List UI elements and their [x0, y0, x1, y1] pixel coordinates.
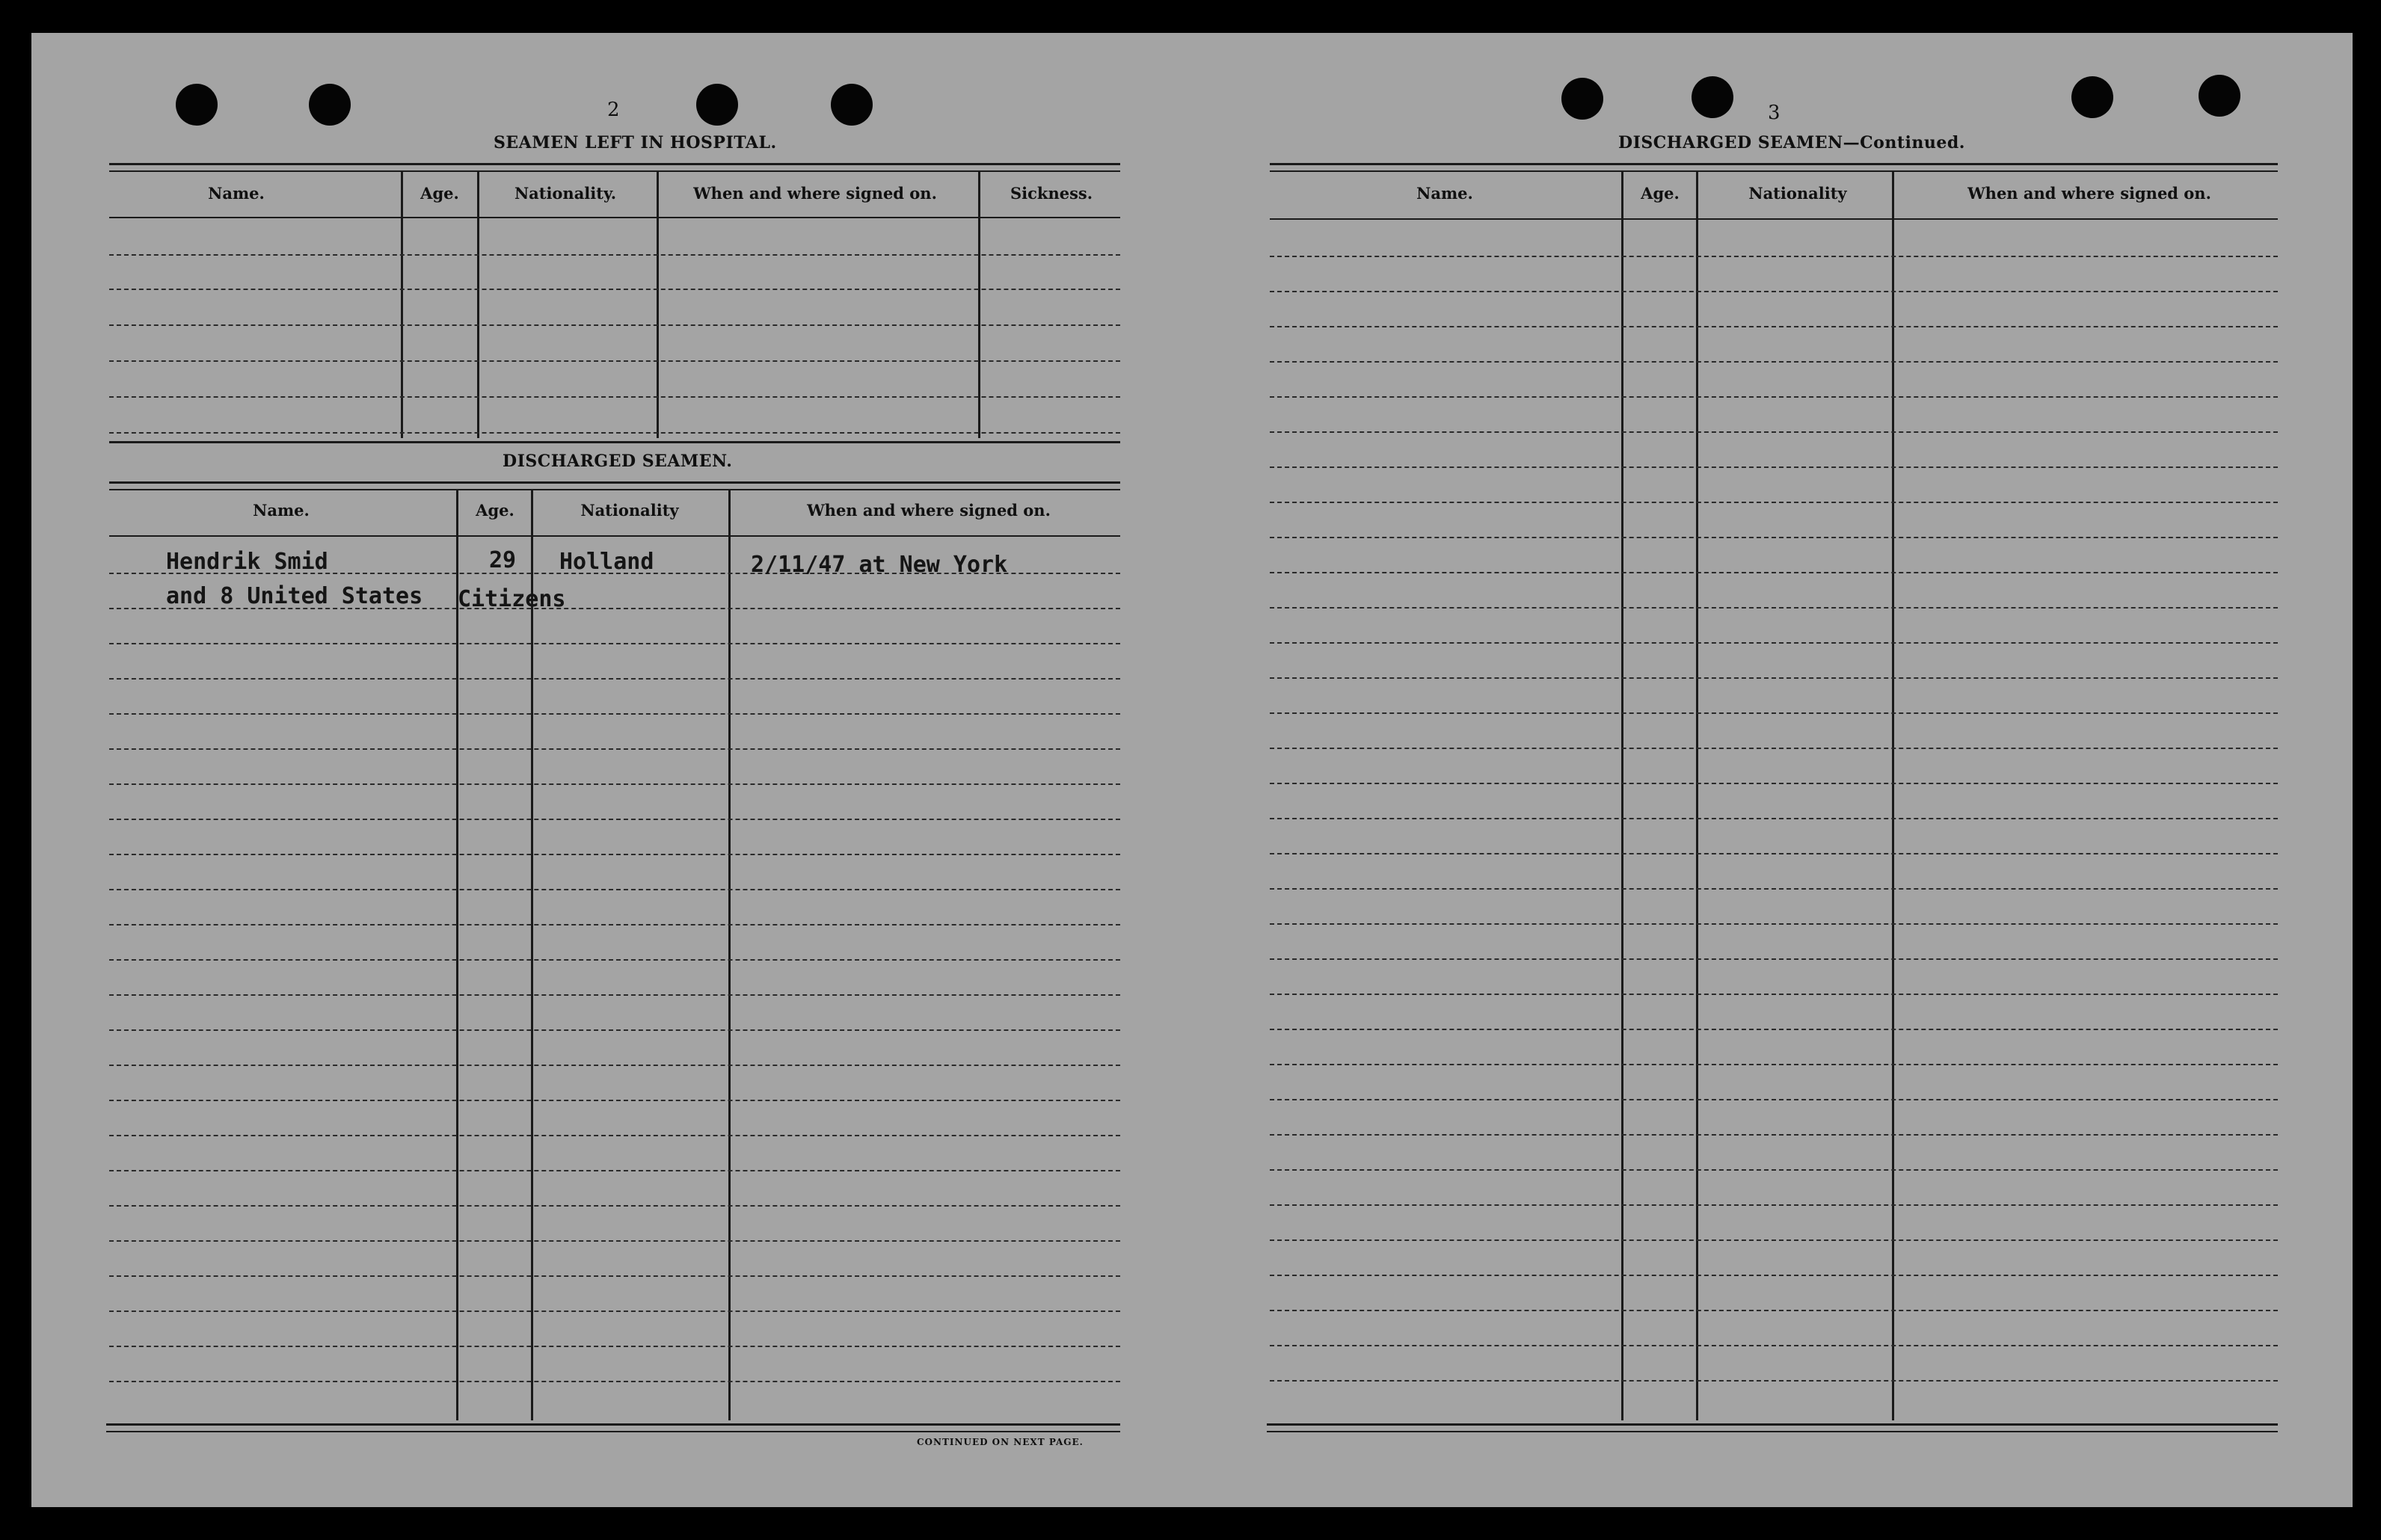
entry-line [109, 748, 1120, 750]
entry-line [1270, 1310, 2278, 1311]
entry-line [1270, 748, 2278, 749]
entry-line [1270, 537, 2278, 538]
entry-line [1270, 431, 2278, 433]
column-divider [978, 172, 980, 438]
right-header-name: Name. [1416, 184, 1473, 203]
rule [1270, 218, 2278, 220]
entry-line [109, 254, 1120, 256]
punch-hole [176, 84, 218, 126]
entry-line [109, 1100, 1120, 1101]
discharged-continued-title: DISCHARGED SEAMEN—Continued. [1618, 133, 1965, 153]
entry-line [109, 1310, 1120, 1312]
entry-line [109, 678, 1120, 680]
rule [109, 217, 1120, 218]
entry-age: 29 [489, 547, 517, 573]
entry-line [1270, 291, 2278, 292]
entry-line [1270, 466, 2278, 468]
discharged-header-age: Age. [476, 501, 514, 520]
page-number: 2 [607, 99, 620, 121]
rule [1267, 1431, 2278, 1432]
entry-line [1270, 888, 2278, 890]
entry-line [109, 889, 1120, 890]
entry-line [1270, 1380, 2278, 1382]
discharged-header-nationality: Nationality [580, 501, 679, 520]
entry-line [1270, 572, 2278, 573]
entry-line [1270, 1204, 2278, 1206]
entry-line [1270, 1345, 2278, 1346]
entry-line [109, 643, 1120, 644]
entry-line [1270, 923, 2278, 925]
entry-line [1270, 712, 2278, 714]
rule [109, 481, 1120, 484]
rule [109, 163, 1120, 165]
column-divider [728, 490, 731, 1420]
rule [109, 489, 1120, 490]
entry-line [109, 1275, 1120, 1277]
entry-line [1270, 607, 2278, 609]
right-header-nationality: Nationality [1748, 184, 1847, 203]
column-divider [657, 172, 659, 438]
entry-line [1270, 1029, 2278, 1030]
rule [1270, 163, 2278, 165]
rule [106, 1431, 1120, 1432]
rule [109, 170, 1120, 172]
entry-line [1270, 326, 2278, 327]
entry-line [109, 783, 1120, 785]
punch-hole [309, 84, 351, 126]
rule [109, 441, 1120, 443]
discharged-section-title: DISCHARGED SEAMEN. [503, 452, 733, 471]
entry-line [1270, 1169, 2278, 1171]
entry-line [1270, 642, 2278, 644]
entry-signed-on: 2/11/47 at New York [751, 552, 1008, 578]
punch-hole [1692, 76, 1733, 118]
hospital-header-nationality: Nationality. [514, 184, 617, 203]
punch-hole [831, 84, 873, 126]
entry-line [109, 1135, 1120, 1136]
rule [1270, 170, 2278, 172]
discharged-header-signed-on: When and where signed on. [807, 501, 1051, 520]
column-divider [456, 490, 458, 1420]
page-number: 3 [1768, 102, 1781, 124]
hospital-header-sickness: Sickness. [1010, 184, 1093, 203]
entry-name: Hendrik Smid [166, 549, 328, 575]
entry-line [1270, 502, 2278, 503]
column-divider [531, 490, 533, 1420]
rule [109, 535, 1120, 537]
entry-line [109, 432, 1120, 434]
entry-line [1270, 1134, 2278, 1136]
entry-line [109, 819, 1120, 820]
entry-line [109, 959, 1120, 961]
right-header-signed-on: When and where signed on. [1967, 184, 2211, 203]
entry-line [1270, 994, 2278, 995]
entry-line [109, 713, 1120, 715]
entry-line [109, 854, 1120, 855]
entry-line [109, 1170, 1120, 1171]
entry-line [1270, 361, 2278, 363]
hospital-section-title: SEAMEN LEFT IN HOSPITAL. [494, 133, 777, 153]
entry-line [1270, 1239, 2278, 1241]
column-divider [477, 172, 479, 438]
entry-line [109, 1240, 1120, 1242]
entry-line [1270, 818, 2278, 819]
discharged-header-name: Name. [253, 501, 310, 520]
entry-line [1270, 853, 2278, 854]
entry-line [1270, 677, 2278, 679]
entry-line [109, 1065, 1120, 1066]
column-divider [1892, 172, 1894, 1420]
entry-line [109, 1205, 1120, 1207]
entry-line [1270, 783, 2278, 784]
punch-hole [2071, 76, 2113, 118]
entry-line [109, 994, 1120, 996]
punch-hole [2199, 75, 2240, 117]
column-divider [401, 172, 403, 438]
entry-name: and 8 United States [166, 583, 423, 609]
entry-line [109, 924, 1120, 925]
entry-line [109, 396, 1120, 398]
punch-hole [696, 84, 738, 126]
rule [106, 1423, 1120, 1426]
continued-footer: CONTINUED ON NEXT PAGE. [917, 1437, 1084, 1447]
entry-line [109, 1346, 1120, 1347]
entry-note: Citizens [458, 586, 566, 612]
entry-line [1270, 958, 2278, 960]
hospital-header-name: Name. [208, 184, 265, 203]
entry-line [1270, 1275, 2278, 1276]
hospital-header-age: Age. [420, 184, 459, 203]
entry-line [109, 324, 1120, 326]
entry-line [109, 1381, 1120, 1382]
right-header-age: Age. [1641, 184, 1680, 203]
entry-line [1270, 256, 2278, 257]
entry-line [1270, 1099, 2278, 1100]
entry-line [109, 360, 1120, 362]
entry-line [109, 289, 1120, 290]
column-divider [1621, 172, 1623, 1420]
entry-line [1270, 1064, 2278, 1065]
entry-line [1270, 396, 2278, 398]
right-page [1199, 33, 2353, 1507]
entry-line [109, 1029, 1120, 1031]
hospital-header-signed-on: When and where signed on. [693, 184, 937, 203]
entry-nationality: Holland [559, 549, 654, 575]
punch-hole [1561, 78, 1603, 120]
column-divider [1696, 172, 1698, 1420]
rule [1267, 1423, 2278, 1426]
